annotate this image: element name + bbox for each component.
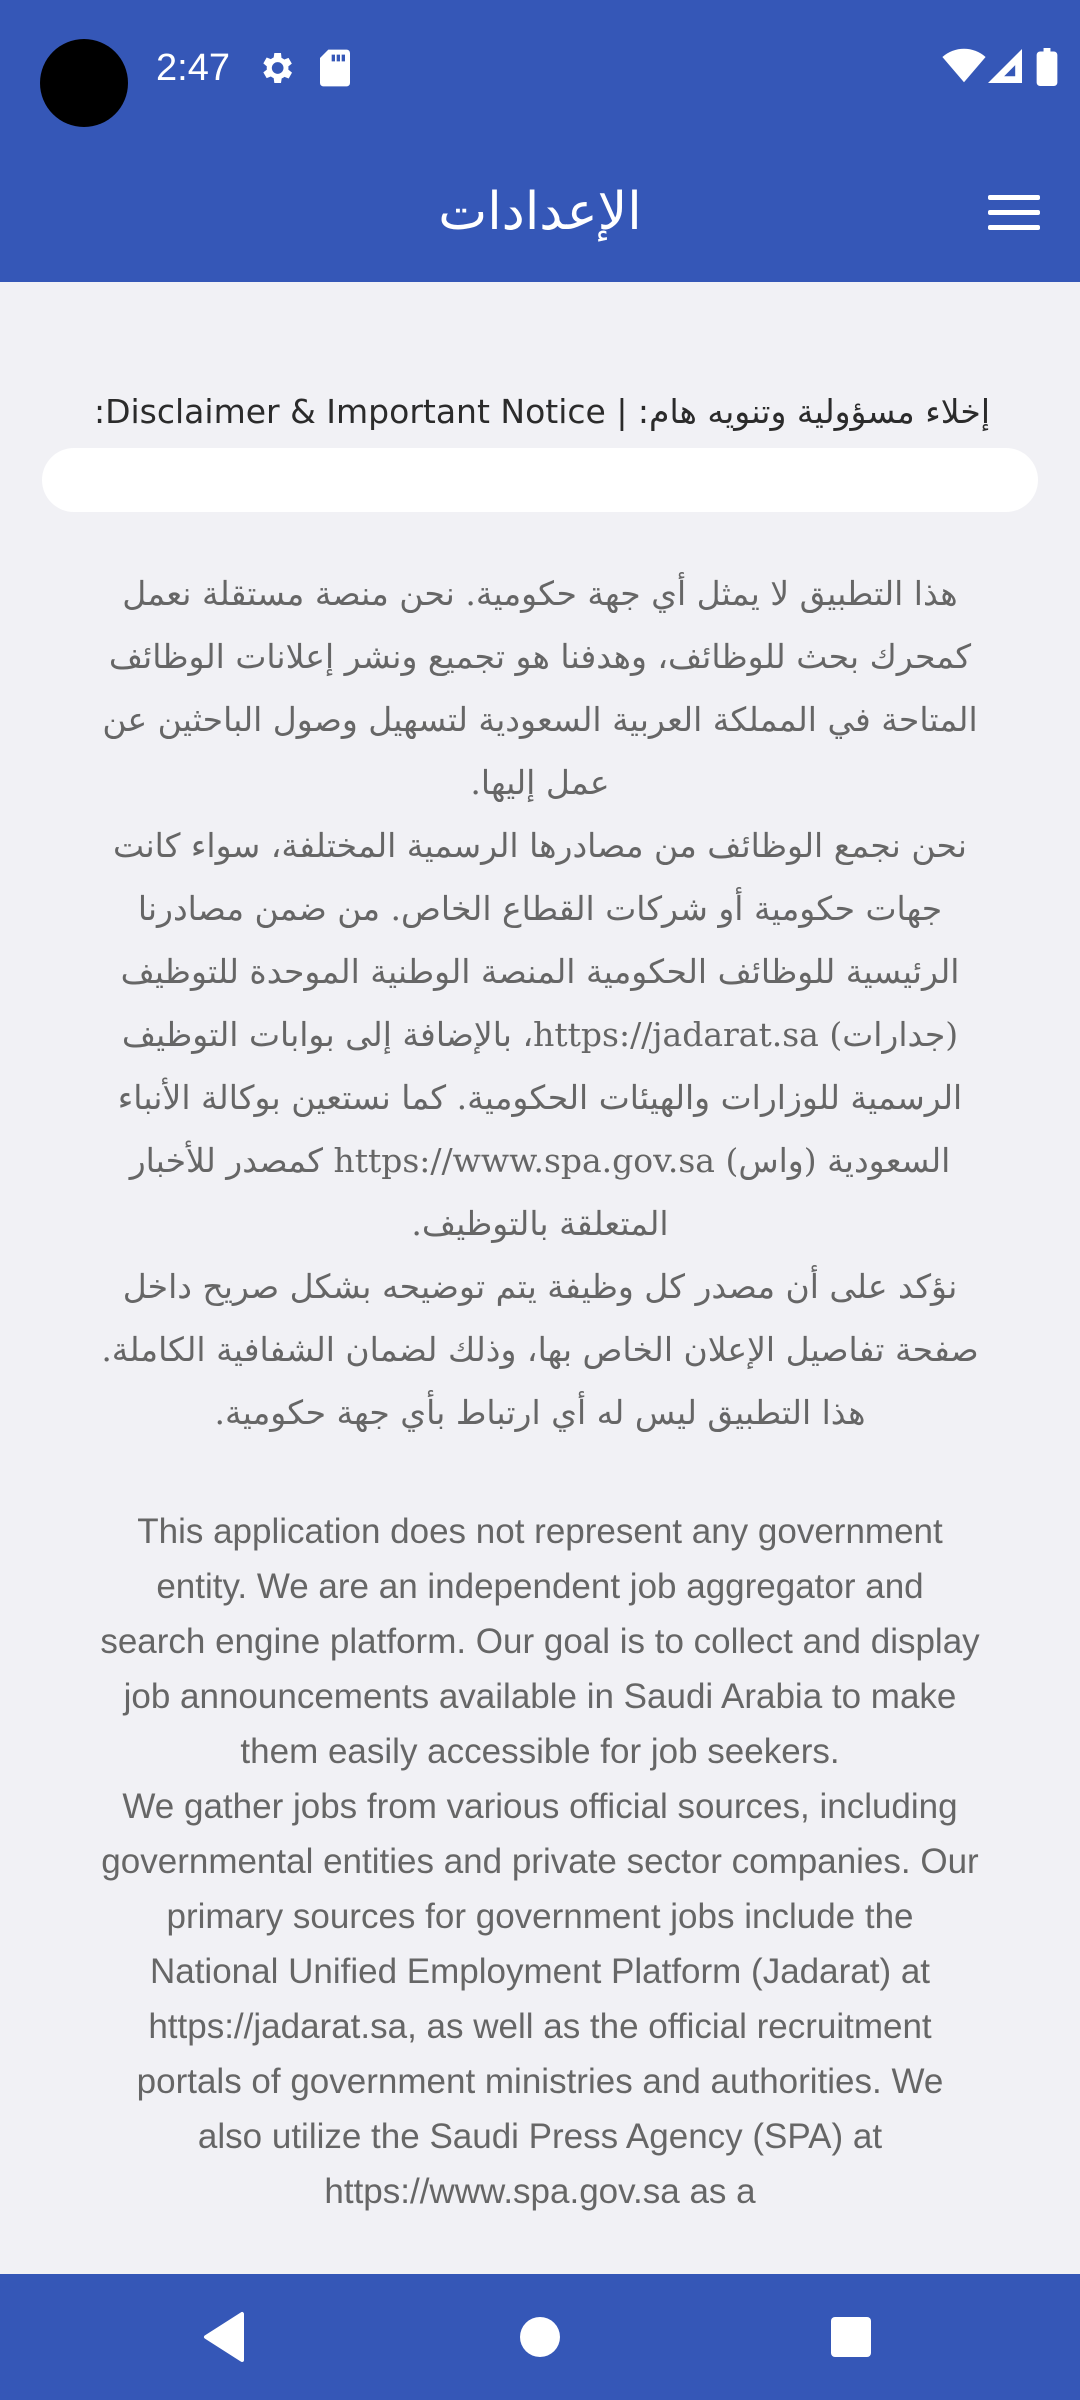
settings-content[interactable]	[0, 282, 1080, 2274]
back-icon	[190, 2302, 260, 2372]
wifi-icon	[942, 48, 986, 84]
arabic-paragraph: نؤكد على أن مصدر كل وظيفة يتم توضيحه بشكل صريح داخل صفحة تفاصيل الإعلان الخاص بها، وذلك لضمان الشفافية الكاملة. هذا التطبيق ليس له أي ارتباط بأي جهة حكومية.	[101, 1267, 979, 1432]
status-bar	[0, 0, 1080, 140]
signal-icon	[988, 48, 1022, 84]
notice-divider-bar	[42, 448, 1038, 512]
recents-icon	[816, 2302, 886, 2372]
arabic-paragraph: هذا التطبيق لا يمثل أي جهة حكومية. نحن منصة مستقلة نعمل كمحرك بحث للوظائف، وهدفنا هو تجميع ونشر إعلانات الوظائف المتاحة في المملكة العربية السعودية لتسهيل وصول الباحثين عن عمل إليها.	[102, 574, 978, 802]
hamburger-menu-icon	[984, 182, 1044, 242]
home-icon	[505, 2302, 575, 2372]
page-title: الإعدادات	[438, 182, 642, 242]
sd-card-icon	[318, 48, 352, 88]
settings-icon	[256, 48, 296, 88]
system-nav-bar	[0, 2274, 1080, 2400]
home-button[interactable]	[505, 2302, 575, 2372]
battery-icon	[1036, 48, 1058, 86]
arabic-disclaimer	[100, 562, 980, 1444]
english-disclaimer	[100, 1504, 980, 2219]
camera-cutout	[40, 39, 128, 127]
notice-title: إخلاء مسؤولية وتنويه هام: | Disclaimer & Important Notice:	[93, 392, 990, 431]
app-bar	[0, 140, 1080, 282]
english-paragraph: This application does not represent any government entity. We are an independent job aggregator and search engine platform. Our goal is to collect and display job announcements available in Saudi Arabia to make them easily accessible for job seekers.	[100, 1512, 980, 1771]
english-paragraph: We gather jobs from various official sources, including governmental entities and private sector companies. Our primary sources for government jobs include the National Unified Employment Platform (Jadarat) at https://jadarat.sa, as well as the official recruitment portals of government ministries and authorities. We also utilize the Saudi Press Agency (SPA) at https://www.spa.gov.sa as a	[101, 1787, 979, 2211]
recents-button[interactable]	[816, 2302, 886, 2372]
back-button[interactable]	[190, 2302, 260, 2372]
menu-button[interactable]	[984, 182, 1044, 242]
arabic-paragraph: نحن نجمع الوظائف من مصادرها الرسمية المختلفة، سواء كانت جهات حكومية أو شركات القطاع الخاص. من ضمن مصادرنا الرئيسية للوظائف الحكومية المنصة الوطنية الموحدة للتوظيف (جدارات) https://jadarat.sa، بالإضافة إلى بوابات التوظيف الرسمية للوزارات والهيئات الحكومية. كما نستعين بوكالة الأنباء السعودية (واس) https://www.spa.gov.sa كمصدر للأخبار المتعلقة بالتوظيف.	[113, 826, 967, 1243]
status-time: 2:47	[156, 47, 230, 89]
